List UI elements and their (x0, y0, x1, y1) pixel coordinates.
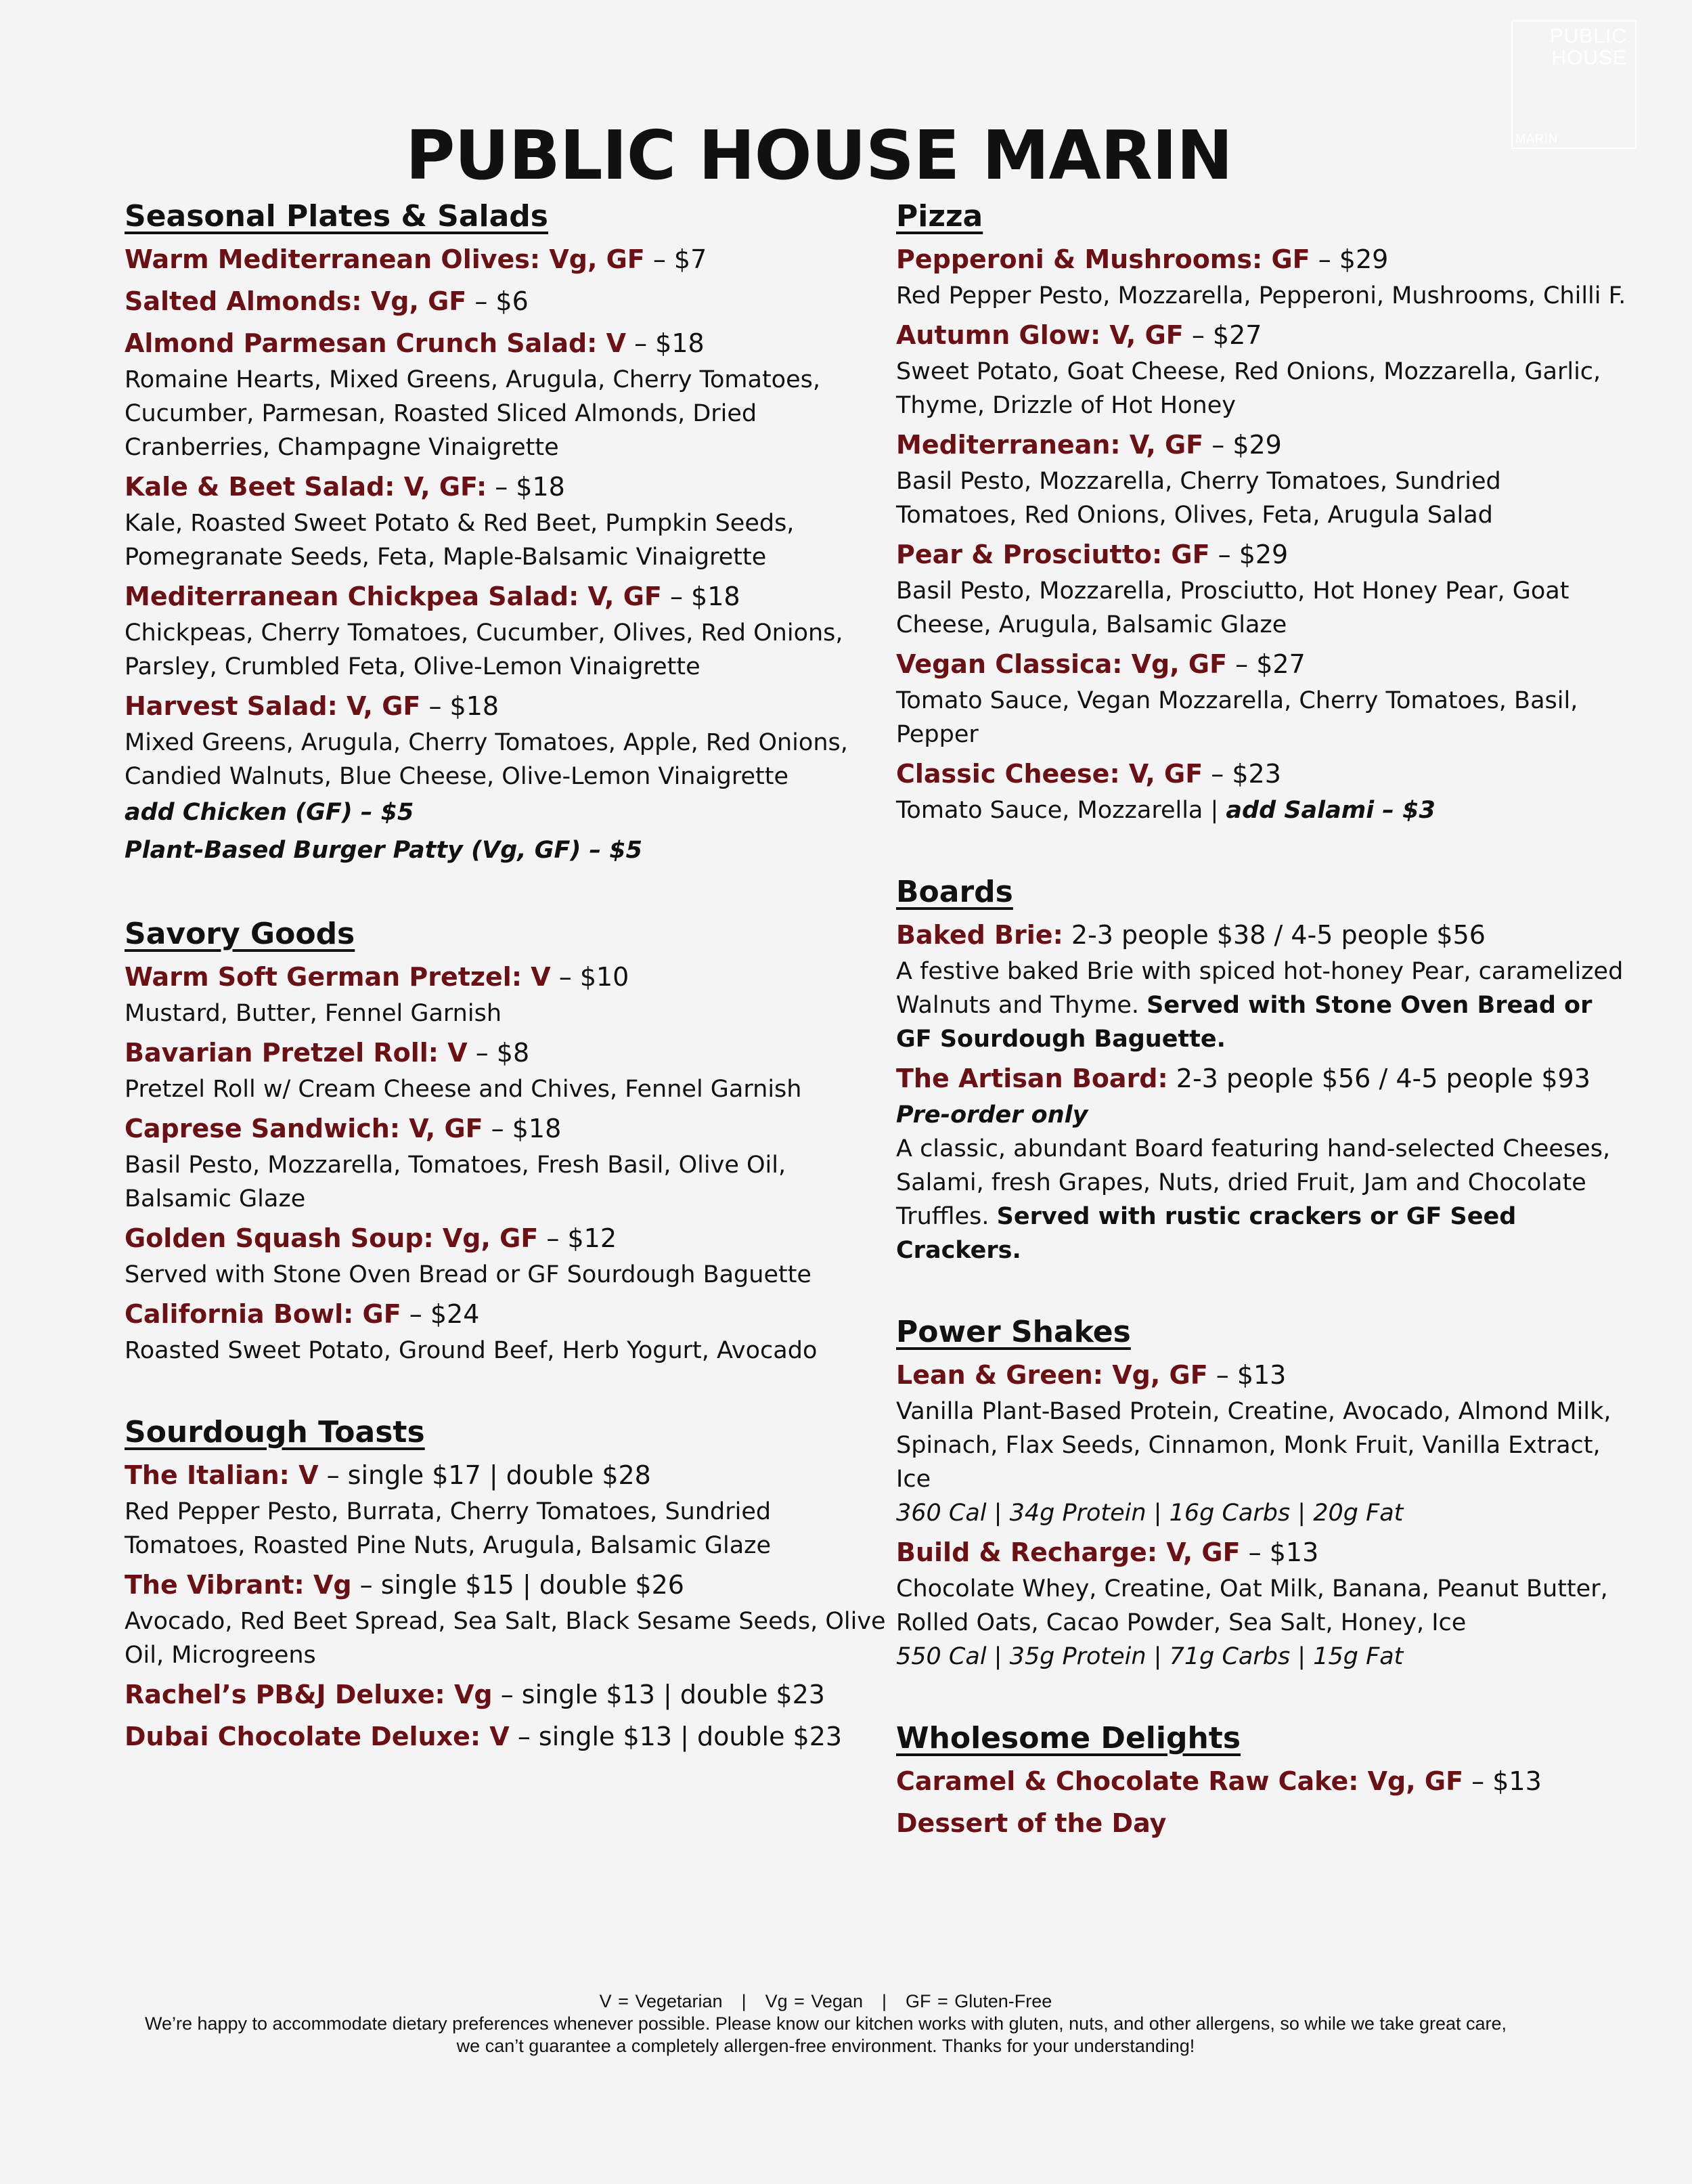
item-description: Basil Pesto, Mozzarella, Prosciutto, Hot Honey Pear, Goat Cheese, Arugula, Balsamic Glaze (896, 577, 1569, 638)
item-price: – $18 (487, 472, 565, 502)
item-description (896, 955, 1627, 1056)
menu-item (896, 1355, 1627, 1530)
logo-line-1: PUBLIC (1549, 25, 1627, 47)
item-description: Mixed Greens, Arugula, Cherry Tomatoes, Apple, Red Onions, Candied Walnuts, Blue Cheese, Olive-Lemon Vinaigrette (125, 729, 848, 790)
item-description: Romaine Hearts, Mixed Greens, Arugula, Cherry Tomatoes, Cucumber, Parmesan, Roasted Sliced Almonds, Dried Cranberries, Champagne Vinaigrette (125, 366, 820, 461)
item-name: Classic Cheese: V, GF (896, 759, 1203, 789)
section-toasts (125, 1412, 896, 1756)
item-name: Dessert of the Day (896, 1808, 1167, 1838)
item-price: 2-3 people $38 / 4-5 people $56 (1063, 920, 1486, 950)
item-name: The Artisan Board: (896, 1064, 1168, 1093)
section-boards (896, 872, 1627, 1267)
item-description-bold: Served with Stone Oven Bread or GF Sourdough Baguette. (896, 992, 1593, 1053)
item-price: – $18 (626, 328, 705, 358)
section-heading: Seasonal Plates & Salads (125, 199, 548, 234)
menu-item (125, 1456, 896, 1563)
item-price: – $12 (538, 1223, 617, 1253)
menu-item (125, 957, 896, 1030)
footer (135, 1990, 1516, 2057)
item-name: Warm Soft German Pretzel: V (125, 962, 551, 992)
item-price: – $29 (1209, 540, 1289, 569)
item-price: – $18 (420, 691, 499, 721)
section-heading: Power Shakes (896, 1315, 1131, 1349)
item-price: – $18 (661, 582, 740, 611)
section-pizza (896, 196, 1627, 827)
menu-item (125, 282, 896, 321)
item-price: – $13 (1240, 1537, 1319, 1567)
page-title: PUBLIC HOUSE MARIN (405, 116, 1232, 195)
item-price: – $23 (1203, 759, 1281, 789)
item-name: Rachel’s PB&J Deluxe: Vg (125, 1680, 493, 1709)
add-on-chicken: add Chicken (GF) – $5 (125, 799, 414, 826)
section-savory (125, 914, 896, 1368)
menu-item (125, 1565, 896, 1672)
item-name: Caramel & Chocolate Raw Cake: Vg, GF (896, 1766, 1464, 1796)
item-price: – single $15 | double $26 (351, 1570, 684, 1600)
legend-gluten-free: GF = Gluten-Free (905, 1991, 1052, 2011)
item-price: – single $17 | double $28 (318, 1460, 651, 1490)
item-name: Salted Almonds: Vg, GF (125, 286, 467, 316)
item-name: Build & Recharge: V, GF (896, 1537, 1241, 1567)
section-heading: Pizza (896, 199, 983, 234)
menu-item (896, 1762, 1627, 1801)
item-macros: 360 Cal | 34g Protein | 16g Carbs | 20g Fat (896, 1500, 1404, 1527)
menu-item (125, 1675, 896, 1714)
item-description: Chocolate Whey, Creatine, Oat Milk, Banana, Peanut Butter, Rolled Oats, Cacao Powder, Sea Salt, Honey, Ice (896, 1575, 1608, 1636)
item-description-text: A festive baked Brie with spiced hot-honey Pear, caramelized Walnuts and Thyme. (896, 958, 1624, 1019)
section-heading: Sourdough Toasts (125, 1415, 425, 1449)
menu-item (896, 915, 1627, 1056)
item-description: Basil Pesto, Mozzarella, Tomatoes, Fresh Basil, Olive Oil, Balsamic Glaze (125, 1152, 786, 1213)
item-description: Kale, Roasted Sweet Potato & Red Beet, Pumpkin Seeds, Pomegranate Seeds, Feta, Maple-Balsamic Vinaigrette (125, 510, 795, 571)
item-price: – $8 (467, 1038, 530, 1068)
item-description: Served with Stone Oven Bread or GF Sourdough Baguette (125, 1261, 811, 1288)
item-price: – $18 (483, 1114, 562, 1143)
item-name: Pear & Prosciutto: GF (896, 540, 1210, 569)
item-price: – $13 (1463, 1766, 1542, 1796)
section-heading: Savory Goods (125, 917, 355, 951)
item-name: Harvest Salad: V, GF (125, 691, 421, 721)
item-name: Warm Mediterranean Olives: Vg, GF (125, 244, 645, 274)
item-description: Red Pepper Pesto, Burrata, Cherry Tomatoes, Sundried Tomatoes, Roasted Pine Nuts, Arugula, Balsamic Glaze (125, 1498, 772, 1559)
item-name: Bavarian Pretzel Roll: V (125, 1038, 468, 1068)
menu-item (896, 425, 1627, 532)
legend-vegetarian: V = Vegetarian (599, 1991, 723, 2011)
item-price: – $13 (1207, 1360, 1287, 1390)
section-delights (896, 1718, 1627, 1843)
item-name: Baked Brie: (896, 920, 1063, 950)
item-description-text: A classic, abundant Board featuring hand-selected Cheeses, Salami, fresh Grapes, Nuts, dried Fruit, Jam and Chocolate Truffles. (896, 1135, 1611, 1230)
item-name: Pepperoni & Mushrooms: GF (896, 244, 1310, 274)
item-name: Vegan Classica: Vg, GF (896, 649, 1228, 679)
preorder-note: Pre-order only (896, 1101, 1088, 1129)
item-macros: 550 Cal | 35g Protein | 71g Carbs | 15g Fat (896, 1643, 1404, 1670)
section-heading: Boards (896, 875, 1013, 909)
item-price: – $24 (401, 1299, 480, 1329)
menu-item (896, 315, 1627, 422)
item-description: Avocado, Red Beet Spread, Sea Salt, Black Sesame Seeds, Olive Oil, Microgreens (125, 1608, 886, 1669)
item-price: – $29 (1203, 430, 1282, 460)
logo-line-2: HOUSE (1551, 47, 1627, 69)
item-price: – $6 (466, 286, 529, 316)
item-price: – $27 (1183, 320, 1262, 350)
item-name: Caprese Sandwich: V, GF (125, 1114, 483, 1143)
menu-item (896, 754, 1627, 827)
item-name: Mediterranean: V, GF (896, 430, 1204, 460)
menu-item (896, 1533, 1627, 1674)
item-description-text: Tomato Sauce, Mozzarella | (896, 797, 1226, 824)
menu-item (125, 1294, 896, 1368)
menu-item (125, 240, 896, 279)
item-description: Red Pepper Pesto, Mozzarella, Pepperoni, Mushrooms, Chilli F. (896, 282, 1626, 309)
menu-item (125, 1717, 896, 1756)
allergen-disclaimer: We’re happy to accommodate dietary preferences whenever possible. Please know our kitchen works with gluten, nuts, and other allergens, so while we take great care, we can’t guarantee a completely allergen-free environment. Thanks for your understanding! (144, 2013, 1507, 2056)
menu-item (125, 1109, 896, 1216)
item-description-bold: Served with rustic crackers or GF Seed Crackers. (896, 1203, 1517, 1264)
menu-item (125, 577, 896, 684)
item-name: Mediterranean Chickpea Salad: V, GF (125, 582, 662, 611)
item-price: – $10 (550, 962, 629, 992)
item-description: Pretzel Roll w/ Cream Cheese and Chives, Fennel Garnish (125, 1076, 802, 1103)
section-seasonal (125, 196, 896, 869)
item-price: – $29 (1310, 244, 1389, 274)
menu-item (896, 240, 1627, 313)
item-description: Roasted Sweet Potato, Ground Beef, Herb Yogurt, Avocado (125, 1337, 818, 1364)
menu-item (896, 645, 1627, 751)
item-name: California Bowl: GF (125, 1299, 401, 1329)
add-on-salami: add Salami – $3 (1226, 797, 1435, 824)
item-description: Tomato Sauce, Vegan Mozzarella, Cherry Tomatoes, Basil, Pepper (896, 687, 1578, 748)
item-price: – single $13 | double $23 (509, 1722, 843, 1751)
menu-item (896, 1059, 1627, 1267)
left-column (125, 196, 896, 1801)
section-heading: Wholesome Delights (896, 1721, 1241, 1755)
menu-item (125, 1033, 896, 1106)
menu-item (125, 686, 896, 793)
dietary-legend (135, 1990, 1516, 2013)
item-description (896, 1132, 1627, 1267)
add-on-patty: Plant-Based Burger Patty (Vg, GF) – $5 (125, 837, 642, 864)
menu-item (896, 535, 1627, 642)
legend-vegan: Vg = Vegan (765, 1991, 863, 2011)
item-description: Basil Pesto, Mozzarella, Cherry Tomatoes, Sundried Tomatoes, Red Onions, Olives, Feta, Arugula Salad (896, 468, 1501, 529)
legend-divider: | (881, 1991, 887, 2011)
item-name: Dubai Chocolate Deluxe: V (125, 1722, 510, 1751)
right-column (896, 196, 1627, 1887)
item-name: Kale & Beet Salad: V, GF: (125, 472, 487, 502)
item-price: – $7 (644, 244, 707, 274)
menu-item (125, 1219, 896, 1292)
item-description (896, 793, 1627, 827)
item-description: Sweet Potato, Goat Cheese, Red Onions, Mozzarella, Garlic, Thyme, Drizzle of Hot Honey (896, 358, 1601, 419)
item-name: Almond Parmesan Crunch Salad: V (125, 328, 626, 358)
legend-divider: | (741, 1991, 747, 2011)
item-price: – single $13 | double $23 (492, 1680, 825, 1709)
menu-item (125, 467, 896, 574)
logo-line-3: MARIN (1515, 132, 1558, 146)
item-description: Chickpeas, Cherry Tomatoes, Cucumber, Olives, Red Onions, Parsley, Crumbled Feta, Olive-Lemon Vinaigrette (125, 619, 843, 680)
item-name: The Vibrant: Vg (125, 1570, 352, 1600)
item-price: 2-3 people $56 / 4-5 people $93 (1167, 1064, 1590, 1093)
menu-item (896, 1804, 1627, 1843)
section-shakes (896, 1312, 1627, 1674)
menu-item (125, 324, 896, 464)
item-price: – $27 (1227, 649, 1306, 679)
item-name: Lean & Green: Vg, GF (896, 1360, 1208, 1390)
item-name: The Italian: V (125, 1460, 319, 1490)
item-description: Vanilla Plant-Based Protein, Creatine, Avocado, Almond Milk, Spinach, Flax Seeds, Cinnamon, Monk Fruit, Vanilla Extract, Ice (896, 1398, 1611, 1493)
item-name: Golden Squash Soup: Vg, GF (125, 1223, 539, 1253)
item-description: Mustard, Butter, Fennel Garnish (125, 1000, 502, 1027)
item-name: Autumn Glow: V, GF (896, 320, 1184, 350)
